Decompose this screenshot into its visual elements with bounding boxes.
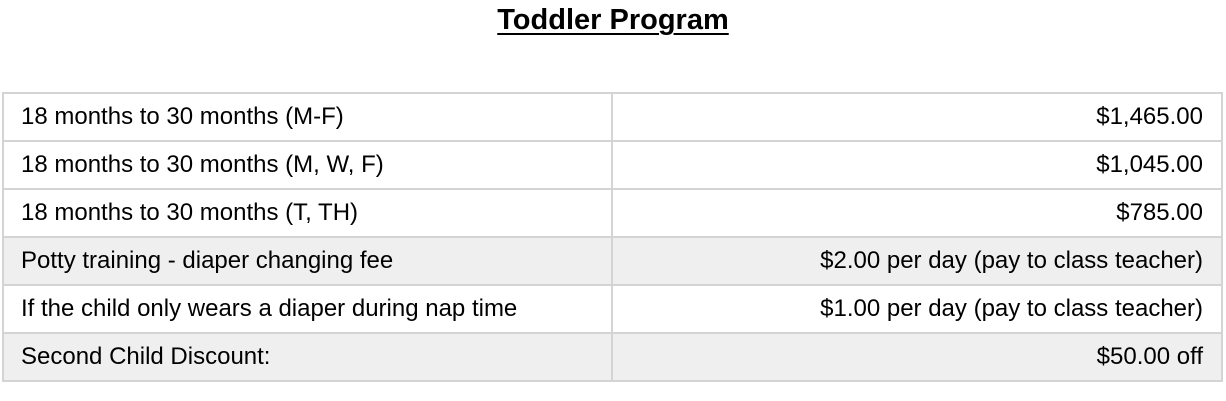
table-row	[3, 285, 1222, 333]
table-row	[3, 93, 1222, 141]
row-label: Second Child Discount:	[3, 333, 612, 381]
table-row	[3, 333, 1222, 381]
row-value: $50.00 off	[612, 333, 1222, 381]
rates-table	[2, 92, 1223, 382]
row-value: $2.00 per day (pay to class teacher)	[612, 237, 1222, 285]
table-row	[3, 237, 1222, 285]
row-label: Potty training - diaper changing fee	[3, 237, 612, 285]
row-value: $1.00 per day (pay to class teacher)	[612, 285, 1222, 333]
table-row	[3, 141, 1222, 189]
row-value: $1,465.00	[612, 93, 1222, 141]
row-label: If the child only wears a diaper during nap time	[3, 285, 612, 333]
row-value: $1,045.00	[612, 141, 1222, 189]
row-label: 18 months to 30 months (M, W, F)	[3, 141, 612, 189]
row-label: 18 months to 30 months (T, TH)	[3, 189, 612, 237]
page-title: Toddler Program	[497, 4, 729, 36]
table-row	[3, 189, 1222, 237]
row-value: $785.00	[612, 189, 1222, 237]
row-label: 18 months to 30 months (M-F)	[3, 93, 612, 141]
